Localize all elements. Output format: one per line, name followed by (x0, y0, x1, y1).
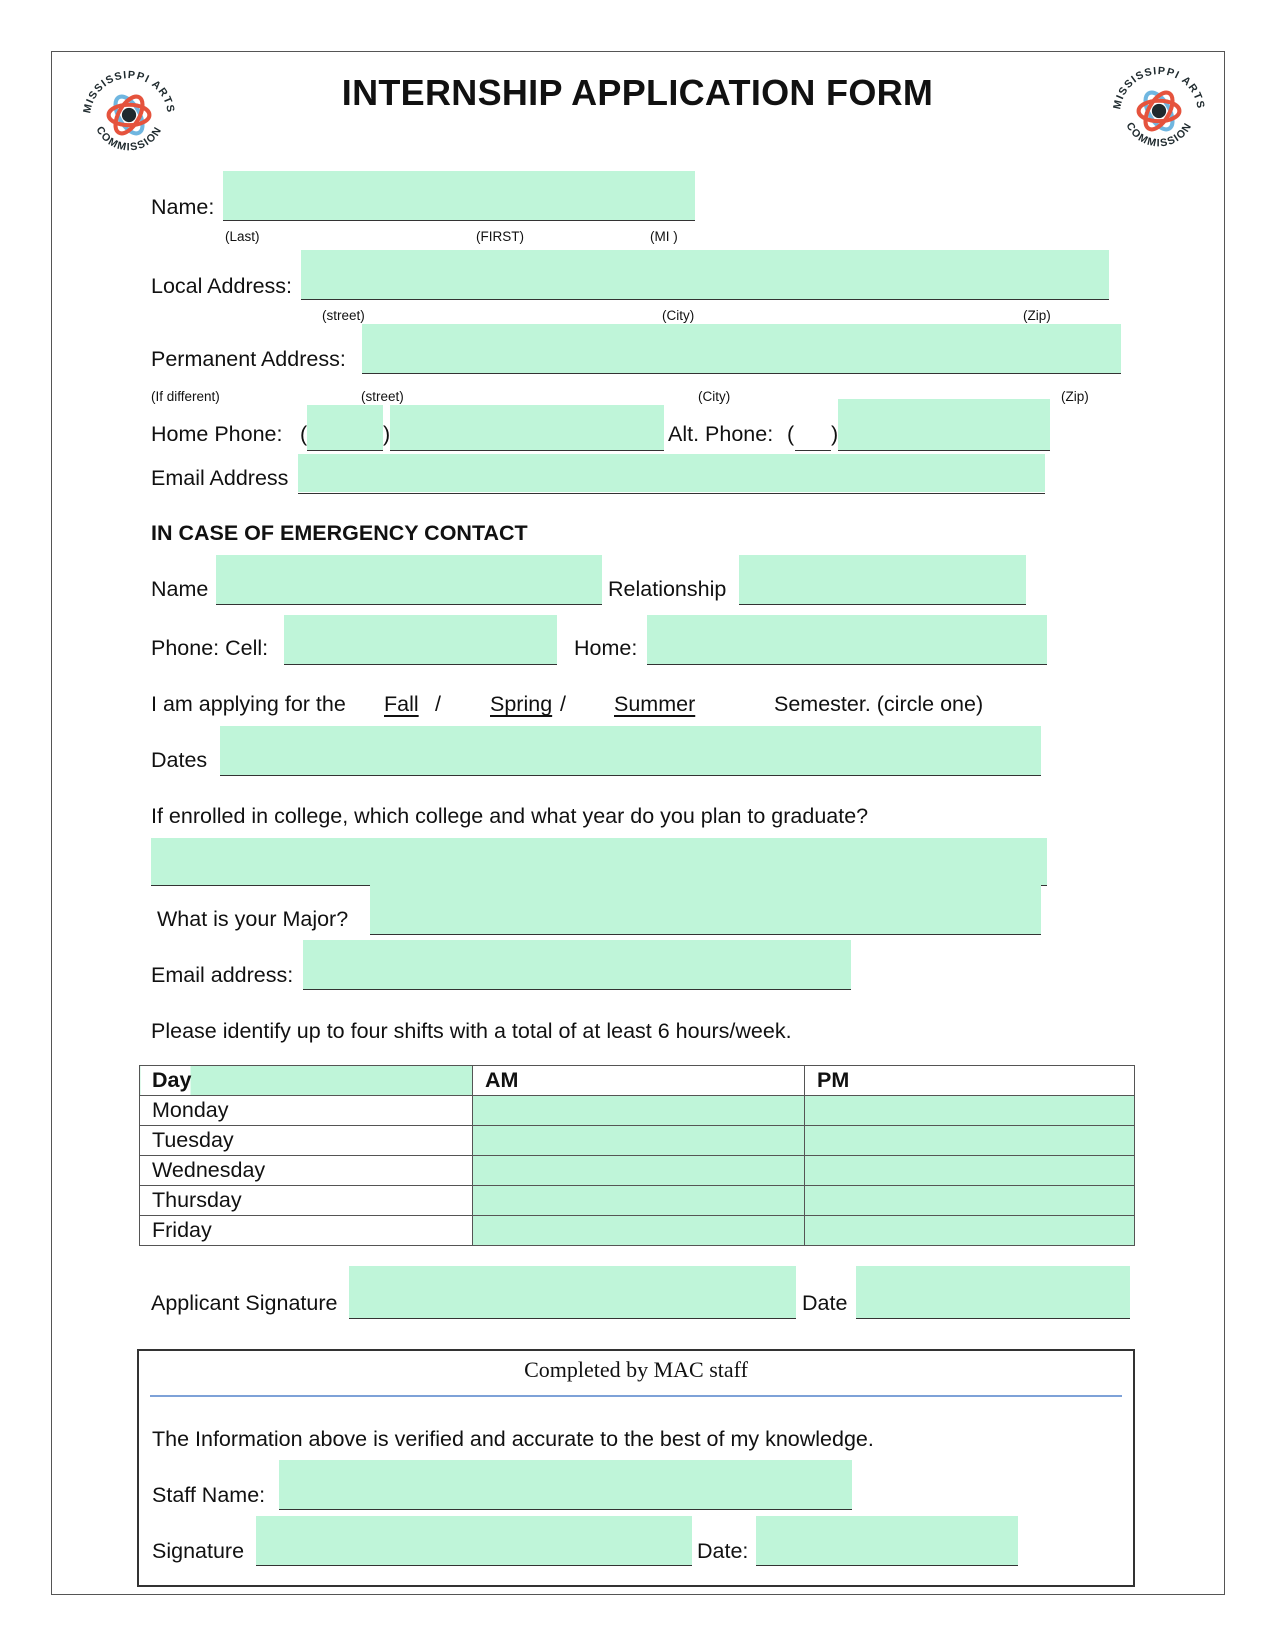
staff-name-field[interactable] (279, 1460, 852, 1510)
wednesday-pm-field[interactable] (805, 1156, 1135, 1186)
semester-option-fall[interactable]: Fall (384, 692, 419, 716)
college-field[interactable] (151, 838, 1047, 886)
staff-date-label: Date: (697, 1539, 749, 1563)
shifts-table (139, 1065, 1135, 1246)
permanent-address-label: Permanent Address: (151, 347, 346, 371)
email2-field[interactable] (303, 940, 851, 990)
day-cell: Wednesday (140, 1156, 473, 1186)
staff-section-title: Completed by MAC staff (524, 1357, 748, 1382)
shift-row (140, 1216, 1135, 1246)
local-sub-zip: (Zip) (1023, 308, 1051, 323)
wednesday-am-field[interactable] (473, 1156, 805, 1186)
local-address-field[interactable] (301, 250, 1109, 300)
staff-signature-label: Signature (152, 1539, 245, 1563)
semester-suffix: Semester. (circle one) (774, 692, 984, 716)
name-sub-first: (FIRST) (476, 229, 524, 244)
semester-option-summer[interactable]: Summer (614, 692, 696, 716)
thursday-pm-field[interactable] (805, 1186, 1135, 1216)
local-sub-city: (City) (662, 308, 695, 323)
emergency-home-label: Home: (574, 636, 638, 660)
logo-top-text: MISSISSIPPI ARTS (1111, 65, 1207, 111)
header-am: AM (473, 1066, 805, 1096)
friday-pm-field[interactable] (805, 1216, 1135, 1246)
local-address-label: Local Address: (151, 274, 293, 298)
applicant-signature-label: Applicant Signature (151, 1291, 338, 1315)
tuesday-pm-field[interactable] (805, 1126, 1135, 1156)
logo-bottom-text: COMMISSION (1123, 120, 1195, 150)
college-question: If enrolled in college, which college and what year do you plan to graduate? (151, 804, 869, 828)
tuesday-am-field[interactable] (473, 1126, 805, 1156)
applicant-date-field[interactable] (856, 1266, 1130, 1319)
major-field[interactable] (370, 885, 1041, 935)
home-phone-label: Home Phone: (151, 422, 283, 446)
monday-am-field[interactable] (473, 1096, 805, 1126)
day-cell: Thursday (140, 1186, 473, 1216)
home-phone-number-field[interactable] (390, 405, 664, 451)
perm-sub-if-different: (If different) (151, 389, 220, 404)
header-day: Day (140, 1066, 473, 1096)
alt-phone-label: Alt. Phone: (668, 422, 774, 446)
phone-cell-label: Phone: Cell: (151, 636, 269, 660)
semester-separator: / (435, 692, 441, 716)
email-address-label: Email Address (151, 466, 289, 490)
emergency-cell-field[interactable] (284, 615, 557, 665)
perm-sub-zip: (Zip) (1061, 389, 1089, 404)
major-label: What is your Major? (157, 907, 349, 931)
alt-paren-close: ) (831, 422, 839, 446)
staff-statement: The Information above is verified and accurate to the best of my knowledge. (152, 1427, 874, 1451)
logo-bottom-text: COMMISSION (93, 124, 165, 154)
shifts-header-row (140, 1066, 1135, 1096)
shift-row (140, 1186, 1135, 1216)
thursday-am-field[interactable] (473, 1186, 805, 1216)
shifts-instruction: Please identify up to four shifts with a total of at least 6 hours/week. (151, 1019, 792, 1043)
shift-row (140, 1126, 1135, 1156)
day-cell: Monday (140, 1096, 473, 1126)
staff-signature-field[interactable] (256, 1516, 692, 1566)
alt-paren-open: ( (787, 422, 795, 446)
relationship-label: Relationship (608, 577, 727, 601)
friday-am-field[interactable] (473, 1216, 805, 1246)
shift-row (140, 1156, 1135, 1186)
shift-row (140, 1096, 1135, 1126)
dates-field[interactable] (220, 726, 1041, 776)
semester-prefix: I am applying for the (151, 692, 346, 716)
emergency-heading: IN CASE OF EMERGENCY CONTACT (151, 521, 528, 545)
perm-sub-street: (street) (361, 389, 404, 404)
emergency-home-field[interactable] (647, 615, 1047, 665)
dates-label: Dates (151, 748, 208, 772)
paren-open: ( (300, 422, 308, 446)
staff-date-field[interactable] (756, 1516, 1018, 1566)
staff-section (137, 1349, 1135, 1587)
alt-phone-area-code-field[interactable] (795, 427, 831, 451)
day-cell: Tuesday (140, 1126, 473, 1156)
emergency-name-field[interactable] (216, 555, 602, 605)
monday-pm-field[interactable] (805, 1096, 1135, 1126)
local-sub-street: (street) (322, 308, 365, 323)
semester-option-spring[interactable]: Spring (490, 692, 553, 716)
perm-sub-city: (City) (698, 389, 731, 404)
staff-divider (150, 1395, 1122, 1397)
name-sub-last: (Last) (225, 229, 260, 244)
name-sub-mi: (MI ) (650, 229, 678, 244)
applicant-date-label: Date (802, 1291, 848, 1315)
day-cell: Friday (140, 1216, 473, 1246)
name-label: Name: (151, 195, 215, 219)
applicant-signature-field[interactable] (349, 1266, 796, 1319)
home-phone-area-code-field[interactable] (307, 405, 383, 451)
paren-close: ) (383, 422, 391, 446)
relationship-field[interactable] (739, 555, 1026, 605)
permanent-address-field[interactable] (362, 324, 1121, 374)
logo-top-text: MISSISSIPPI ARTS (81, 69, 177, 115)
email2-label: Email address: (151, 963, 294, 987)
applicant-name-field[interactable] (223, 171, 695, 221)
staff-name-label: Staff Name: (152, 1483, 266, 1507)
semester-separator: / (560, 692, 566, 716)
page-title: INTERNSHIP APPLICATION FORM (341, 72, 934, 113)
header-pm: PM (805, 1066, 1135, 1096)
emergency-name-label: Name (151, 577, 209, 601)
alt-phone-number-field[interactable] (838, 399, 1050, 451)
email-address-fill (298, 454, 1045, 492)
